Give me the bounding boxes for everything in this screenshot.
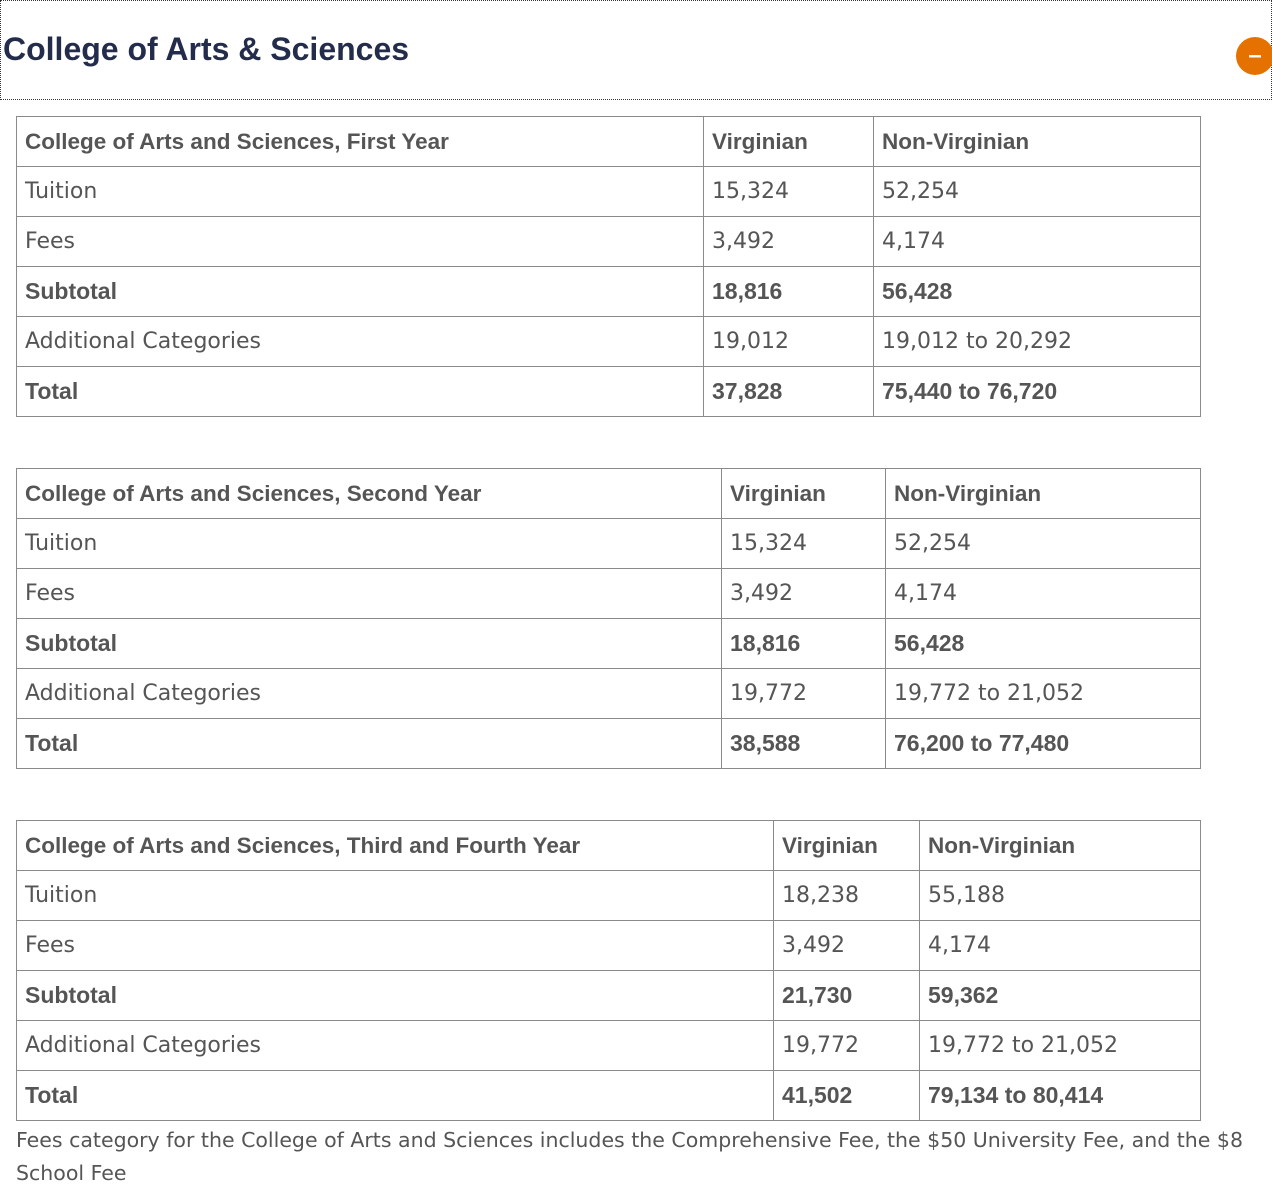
column-header: Virginian bbox=[774, 821, 920, 871]
table-row bbox=[17, 167, 1201, 217]
row-label: Additional Categories bbox=[17, 669, 722, 719]
table-row bbox=[17, 217, 1201, 267]
column-header: Non-Virginian bbox=[886, 469, 1201, 519]
fees-footnote: Fees category for the College of Arts and Sciences includes the Comprehensive Fee, the $50 University Fee, and the $8 School Fee bbox=[16, 1128, 1243, 1185]
fee-table-third-fourth-year bbox=[16, 820, 1201, 1121]
fee-table-first-year bbox=[16, 116, 1201, 417]
column-header: College of Arts and Sciences, First Year bbox=[17, 117, 704, 167]
cell-value: 19,772 to 21,052 bbox=[886, 669, 1201, 719]
cell-value: 15,324 bbox=[704, 167, 874, 217]
cell-value: 19,012 bbox=[704, 317, 874, 367]
cell-value: 19,772 to 21,052 bbox=[920, 1021, 1201, 1071]
table-row bbox=[17, 719, 1201, 769]
page-title: College of Arts & Sciences bbox=[3, 31, 410, 67]
row-label: Total bbox=[17, 367, 704, 417]
cell-value: 3,492 bbox=[704, 217, 874, 267]
row-label: Additional Categories bbox=[17, 317, 704, 367]
table-row bbox=[17, 921, 1201, 971]
table-row bbox=[17, 317, 1201, 367]
table-row bbox=[17, 267, 1201, 317]
table-row bbox=[17, 519, 1201, 569]
cell-value: 18,816 bbox=[722, 619, 886, 669]
table-row bbox=[17, 1021, 1201, 1071]
row-label: Tuition bbox=[17, 871, 774, 921]
row-label: Total bbox=[17, 1071, 774, 1121]
cell-value: 55,188 bbox=[920, 871, 1201, 921]
column-header: Non-Virginian bbox=[874, 117, 1201, 167]
row-label: Fees bbox=[17, 217, 704, 267]
cell-value: 59,362 bbox=[920, 971, 1201, 1021]
column-header: College of Arts and Sciences, Third and Fourth Year bbox=[17, 821, 774, 871]
cell-value: 19,012 to 20,292 bbox=[874, 317, 1201, 367]
table-row bbox=[17, 971, 1201, 1021]
table-header-row bbox=[17, 117, 1201, 167]
row-label: Tuition bbox=[17, 519, 722, 569]
cell-value: 76,200 to 77,480 bbox=[886, 719, 1201, 769]
table-header-row bbox=[17, 469, 1201, 519]
table-row bbox=[17, 367, 1201, 417]
cell-value: 21,730 bbox=[774, 971, 920, 1021]
cell-value: 4,174 bbox=[874, 217, 1201, 267]
row-label: Subtotal bbox=[17, 971, 774, 1021]
column-header: Non-Virginian bbox=[920, 821, 1201, 871]
column-header: College of Arts and Sciences, Second Year bbox=[17, 469, 722, 519]
cell-value: 37,828 bbox=[704, 367, 874, 417]
row-label: Fees bbox=[17, 569, 722, 619]
cell-value: 79,134 to 80,414 bbox=[920, 1071, 1201, 1121]
table-row bbox=[17, 871, 1201, 921]
cell-value: 41,502 bbox=[774, 1071, 920, 1121]
table-row bbox=[17, 569, 1201, 619]
cell-value: 4,174 bbox=[886, 569, 1201, 619]
cell-value: 19,772 bbox=[722, 669, 886, 719]
cell-value: 3,492 bbox=[722, 569, 886, 619]
row-label: Additional Categories bbox=[17, 1021, 774, 1071]
cell-value: 56,428 bbox=[886, 619, 1201, 669]
column-header: Virginian bbox=[704, 117, 874, 167]
fee-table-second-year bbox=[16, 468, 1201, 769]
table-row bbox=[17, 669, 1201, 719]
cell-value: 4,174 bbox=[920, 921, 1201, 971]
row-label: Fees bbox=[17, 921, 774, 971]
cell-value: 3,492 bbox=[774, 921, 920, 971]
row-label: Subtotal bbox=[17, 267, 704, 317]
cell-value: 15,324 bbox=[722, 519, 886, 569]
table-header-row bbox=[17, 821, 1201, 871]
cell-value: 18,816 bbox=[704, 267, 874, 317]
cell-value: 19,772 bbox=[774, 1021, 920, 1071]
row-label: Tuition bbox=[17, 167, 704, 217]
accordion-header[interactable] bbox=[0, 0, 1272, 100]
cell-value: 38,588 bbox=[722, 719, 886, 769]
row-label: Total bbox=[17, 719, 722, 769]
collapse-icon[interactable]: – bbox=[1236, 37, 1272, 75]
row-label: Subtotal bbox=[17, 619, 722, 669]
table-row bbox=[17, 619, 1201, 669]
table-row bbox=[17, 1071, 1201, 1121]
cell-value: 56,428 bbox=[874, 267, 1201, 317]
column-header: Virginian bbox=[722, 469, 886, 519]
cell-value: 52,254 bbox=[886, 519, 1201, 569]
cell-value: 52,254 bbox=[874, 167, 1201, 217]
cell-value: 75,440 to 76,720 bbox=[874, 367, 1201, 417]
cell-value: 18,238 bbox=[774, 871, 920, 921]
